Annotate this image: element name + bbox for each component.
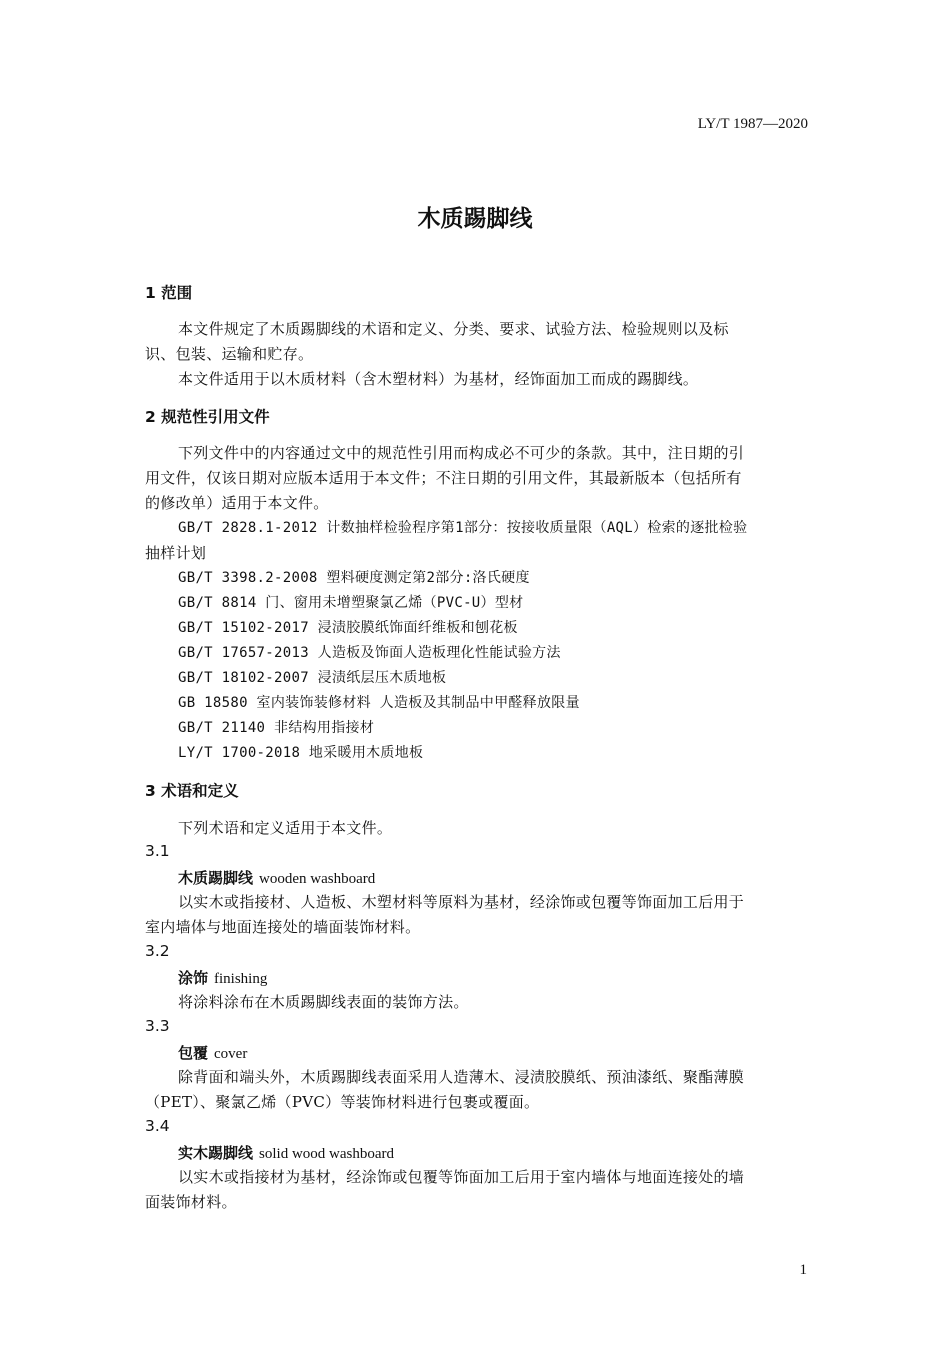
term-chinese: 涂饰 [178, 969, 209, 987]
section-1-paragraph: 本文件适用于以木质材料（含木塑材料）为基材，经饰面加工而成的踢脚线。 [178, 370, 699, 388]
term-heading [178, 967, 267, 988]
term-definition-line: （PET）、聚氯乙烯（PVC）等装饰材料进行包裹或覆面。 [145, 1093, 540, 1111]
term-chinese: 包覆 [178, 1044, 209, 1062]
section-2-intro-line: 用文件，仅该日期对应版本适用于本文件；不注日期的引用文件，其最新版本（包括所有 [145, 469, 742, 487]
term-chinese: 实木踢脚线 [178, 1144, 254, 1162]
section-3-intro: 下列术语和定义适用于本文件。 [178, 819, 393, 837]
term-definition-line: 以实木或指接材为基材，经涂饰或包覆等饰面加工后用于室内墙体与地面连接处的墙 [178, 1168, 745, 1186]
section-2-heading: 2 规范性引用文件 [145, 408, 270, 426]
term-definition-line: 面装饰材料。 [145, 1193, 237, 1211]
term-definition-line: 以实木或指接材、人造板、木塑材料等原料为基材，经涂饰或包覆等饰面加工后用于 [178, 893, 745, 911]
term-heading [178, 867, 375, 888]
section-1-paragraph-line: 本文件规定了木质踢脚线的术语和定义、分类、要求、试验方法、检验规则以及标 [178, 320, 729, 338]
reference-item: GB/T 15102-2017 浸渍胶膜纸饰面纤维板和刨花板 [178, 620, 518, 636]
term-english: cover [214, 1046, 248, 1062]
section-1-paragraph-line: 识、包装、运输和贮存。 [145, 345, 314, 363]
term-english: solid wood washboard [259, 1146, 395, 1162]
term-definition-line: 将涂料涂布在木质踢脚线表面的装饰方法。 [178, 993, 469, 1011]
section-3-heading: 3 术语和定义 [145, 782, 239, 800]
reference-item: LY/T 1700-2018 地采暖用木质地板 [178, 745, 424, 761]
reference-item: GB 18580 室内装饰装修材料 人造板及其制品中甲醛释放限量 [178, 695, 580, 711]
reference-item: GB/T 3398.2-2008 塑料硬度测定第2部分:洛氏硬度 [178, 570, 530, 586]
term-english: finishing [214, 971, 268, 987]
term-number: 3.4 [145, 1117, 170, 1135]
term-definition-line: 除背面和端头外，木质踢脚线表面采用人造薄木、浸渍胶膜纸、预油漆纸、聚酯薄膜 [178, 1068, 745, 1086]
term-number: 3.1 [145, 842, 170, 860]
term-number: 3.2 [145, 942, 170, 960]
document-title: 木质踢脚线 [417, 206, 533, 232]
term-number: 3.3 [145, 1017, 170, 1035]
section-1-heading: 1 范围 [145, 284, 193, 302]
term-heading [178, 1042, 247, 1063]
reference-item: GB/T 2828.1-2012 计数抽样检验程序第1部分：按接收质量限（AQL）检索的逐批检验 [178, 520, 748, 536]
term-chinese: 木质踢脚线 [178, 869, 254, 887]
reference-item: GB/T 17657-2013 人造板及饰面人造板理化性能试验方法 [178, 645, 561, 661]
term-english: wooden washboard [259, 871, 376, 887]
term-heading [178, 1142, 394, 1163]
reference-item-continuation: 抽样计划 [145, 544, 207, 562]
reference-item: GB/T 8814 门、窗用未增塑聚氯乙烯（PVC-U）型材 [178, 595, 524, 611]
section-2-intro-line: 的修改单）适用于本文件。 [145, 494, 329, 512]
standard-number: LY/T 1987—2020 [697, 116, 808, 132]
reference-item: GB/T 18102-2007 浸渍纸层压木质地板 [178, 670, 447, 686]
reference-item: GB/T 21140 非结构用指接材 [178, 720, 375, 736]
section-2-intro-line: 下列文件中的内容通过文中的规范性引用而构成必不可少的条款。其中，注日期的引 [178, 444, 745, 462]
page-number: 1 [799, 1262, 807, 1278]
term-definition-line: 室内墙体与地面连接处的墙面装饰材料。 [145, 918, 421, 936]
